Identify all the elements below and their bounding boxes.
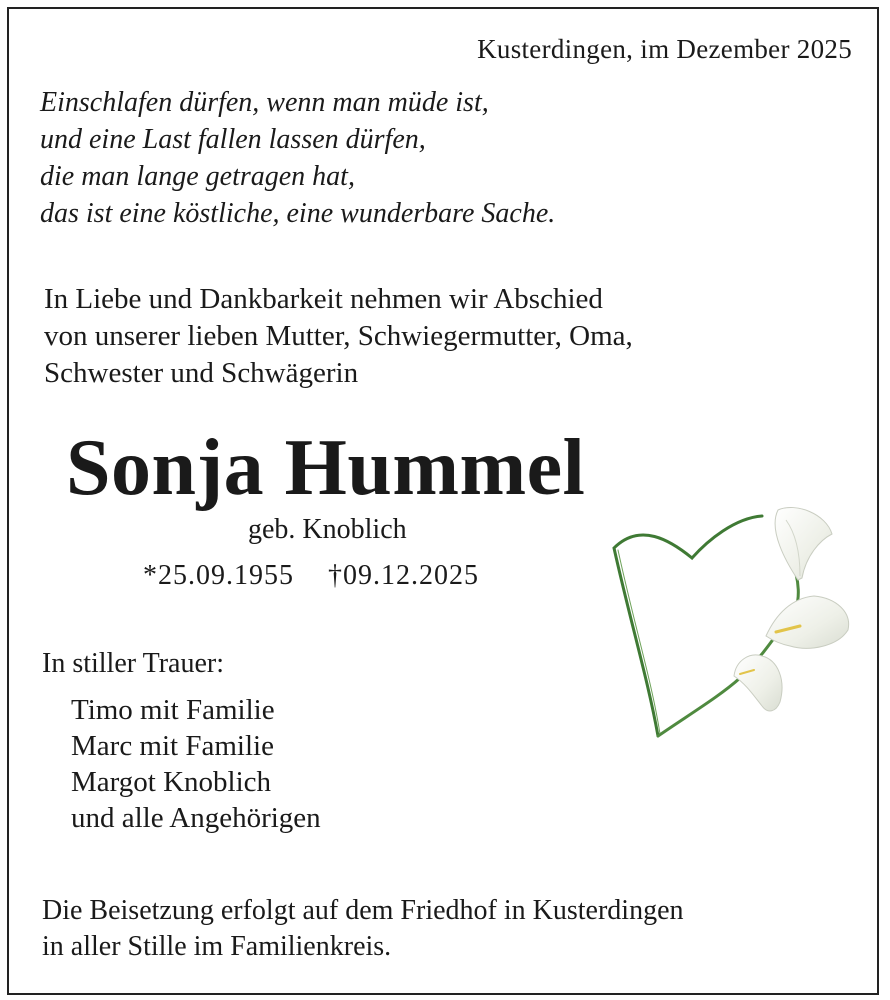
heart-stem-inner [618, 550, 660, 734]
place-date: Kusterdingen, im Dezember 2025 [477, 34, 852, 64]
mourner: Marc mit Familie [71, 730, 274, 762]
flower-stem [658, 574, 798, 736]
life-dates [143, 560, 479, 592]
heart-calla-lily-icon [600, 500, 860, 750]
calla-lily-top [775, 507, 832, 580]
poem-line: und eine Last fallen lassen dürfen, [40, 124, 426, 155]
intro-text [44, 281, 633, 392]
deceased-name: Sonja Hummel [66, 424, 586, 512]
mourner: Margot Knoblich [71, 766, 272, 798]
burial-info [42, 893, 684, 965]
mourning-label: In stiller Trauer: [42, 648, 224, 679]
poem [40, 84, 555, 232]
intro-line: Schwester und Schwägerin [44, 357, 359, 389]
death-date: †09.12.2025 [328, 560, 479, 591]
poem-line: die man lange getragen hat, [40, 161, 355, 192]
calla-lily-middle [766, 596, 849, 648]
burial-line: Die Beisetzung erfolgt auf dem Friedhof in Kusterdingen [42, 895, 684, 926]
maiden-name: geb. Knoblich [248, 514, 407, 545]
mourner: Timo mit Familie [71, 694, 275, 726]
calla-lily-bottom [734, 655, 782, 711]
intro-line: In Liebe und Dankbarkeit nehmen wir Abschied [44, 283, 603, 315]
poem-line: Einschlafen dürfen, wenn man müde ist, [40, 87, 489, 118]
burial-line: in aller Stille im Familienkreis. [42, 931, 392, 962]
mourners-list [71, 692, 321, 836]
birth-date: *25.09.1955 [143, 560, 294, 591]
mourner: und alle Angehörigen [71, 802, 321, 834]
intro-line: von unserer lieben Mutter, Schwiegermutter, Oma, [44, 320, 633, 352]
poem-line: das ist eine köstliche, eine wunderbare Sache. [40, 198, 556, 229]
